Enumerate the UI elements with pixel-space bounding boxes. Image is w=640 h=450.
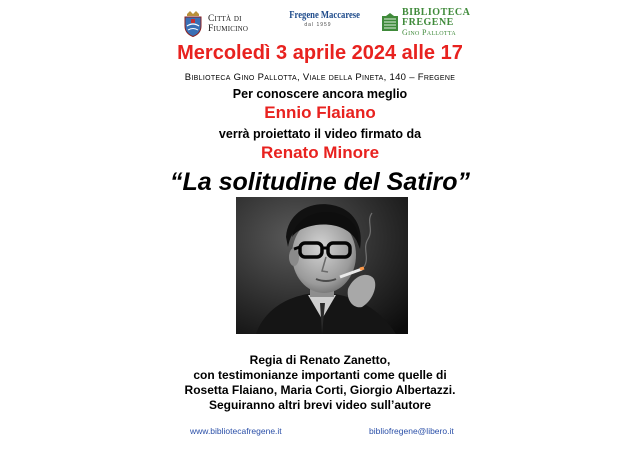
event-address: Biblioteca Gino Pallotta, Viale della Pineta, 140 – Fregene — [184, 72, 456, 83]
biblioteca-logo-line2: FREGENE — [402, 17, 454, 28]
city-logo-line1: Città di — [208, 14, 242, 24]
event-subject-name: Ennio Flaiano — [264, 103, 376, 122]
credits-line: Seguiranno altri brevi video sull’autore — [208, 398, 432, 412]
fregene-logo-sub: dal 1959 — [304, 22, 332, 28]
event-author-name: Renato Minore — [260, 143, 380, 162]
city-logo-line2: Fiumicino — [208, 24, 249, 34]
website-link[interactable]: www.bibliotecafregene.it — [190, 426, 282, 436]
credits-line: con testimonianze importanti come quelle di — [193, 368, 447, 382]
city-of-fiumicino-logo — [183, 9, 248, 39]
portrait-photo — [236, 197, 408, 334]
library-book-icon — [381, 13, 399, 33]
event-date-time: Mercoledì 3 aprile 2024 alle 17 — [177, 42, 463, 64]
event-projected-text: verrà proiettato il video firmato da — [218, 127, 422, 141]
email-link[interactable]: bibliofregene@libero.it — [369, 426, 454, 436]
biblioteca-logo-text — [402, 8, 470, 38]
portrait-illustration — [236, 197, 408, 334]
film-title: “La solitudine del Satiro” — [169, 168, 471, 196]
credits-line: Regia di Renato Zanetto, — [249, 353, 391, 367]
credits-line: Rosetta Flaiano, Maria Corti, Giorgio Albertazzi. — [184, 383, 456, 397]
biblioteca-fregene-logo — [381, 8, 470, 38]
fregene-maccarese-logo — [283, 10, 360, 28]
city-crest-icon — [183, 11, 203, 37]
biblioteca-logo-line3: Gino Pallotta — [402, 28, 456, 37]
fregene-logo-name: Fregene Maccarese — [289, 10, 360, 21]
city-logo-text — [208, 14, 248, 34]
biblioteca-logo-line1: BIBLIOTECA — [402, 7, 471, 18]
event-intro: Per conoscere ancora meglio — [232, 87, 408, 101]
